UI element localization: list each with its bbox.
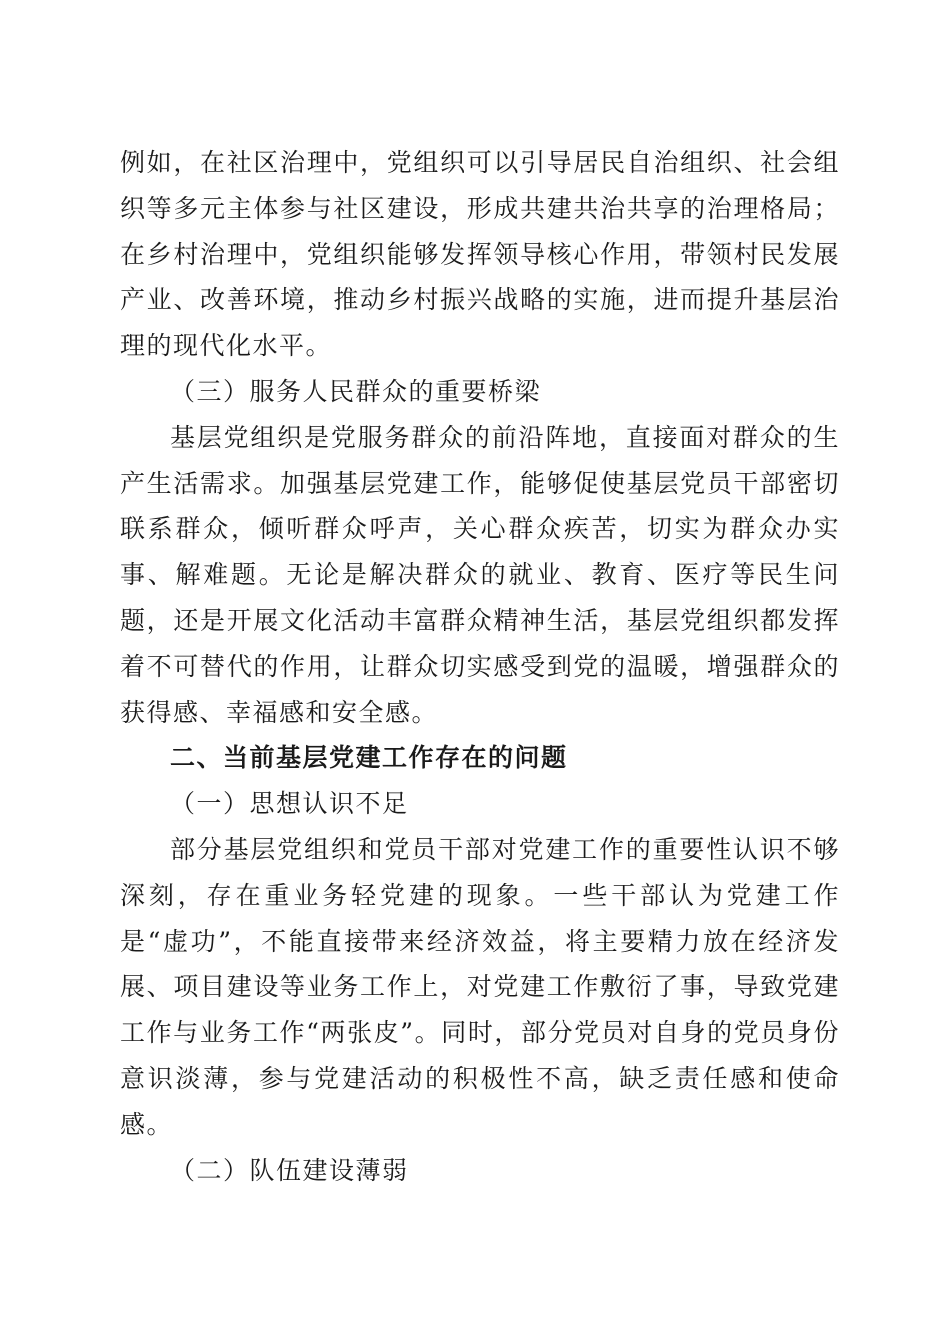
section-heading-awareness: （一）思想认识不足 — [170, 789, 409, 819]
paragraph-serve-people: 基层党组织是党服务群众的前沿阵地，直接面对群众的生产生活需求。加强基层党建工作，能够促使基层党员干部密切联系群众，倾听群众呼声，关心群众疾苦，切实为群众办实事、解难题。无论是解决群众的就业、教育、医疗等民生问题，还是开展文化活动丰富群众精神生活，基层党组织都发挥着不可替代的作用，让群众切实感受到党的温暖，增强群众的获得感、幸福感和安全感。 — [120, 422, 840, 727]
section-heading-serve-people: （三）服务人民群众的重要桥梁 — [170, 376, 542, 406]
chapter-heading-problems: 二、当前基层党建工作存在的问题 — [170, 743, 568, 773]
document-page — [120, 140, 840, 1193]
paragraph-awareness: 部分基层党组织和党员干部对党建工作的重要性认识不够深刻，存在重业务轻党建的现象。一些干部认为党建工作是“虚功”，不能直接带来经济效益，将主要精力放在经济发展、项目建设等业务工作上，对党建工作敷衍了事，导致党建工作与业务工作“两张皮”。同时，部分党员对自身的党员身份意识淡薄，参与党建活动的积极性不高，缺乏责任感和使命感。 — [120, 834, 840, 1139]
paragraph-community-governance: 例如，在社区治理中，党组织可以引导居民自治组织、社会组织等多元主体参与社区建设，形成共建共治共享的治理格局；在乡村治理中，党组织能够发挥领导核心作用，带领村民发展产业、改善环境，推动乡村振兴战略的实施，进而提升基层治理的现代化水平。 — [120, 148, 840, 361]
section-heading-team-building: （二）队伍建设薄弱 — [170, 1155, 409, 1185]
